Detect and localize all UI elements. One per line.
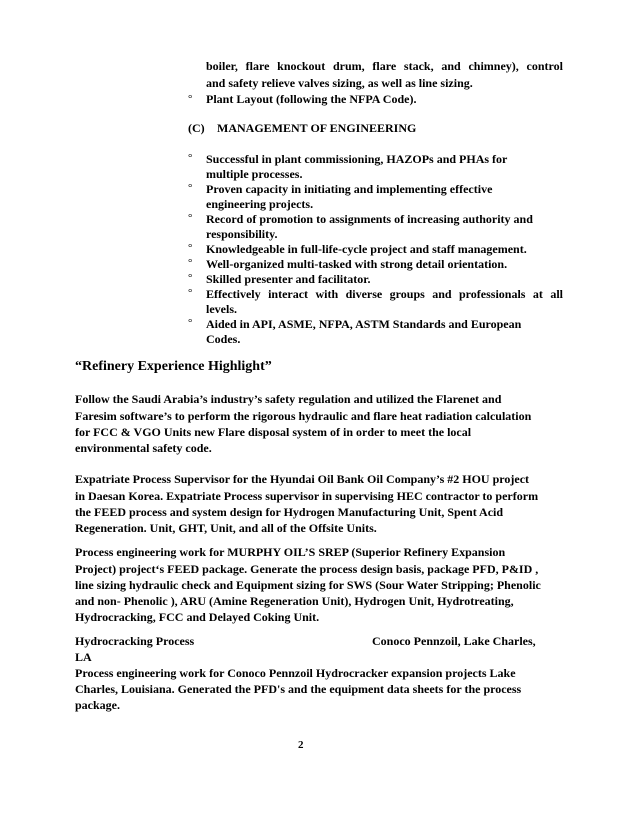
bullet-icon: ° [188, 182, 193, 194]
hydrocracking-line-1: Process engineering work for Conoco Pennzoil Hydrocracker expansion projects Lake [75, 666, 516, 680]
hyundai-line-3: the FEED process and system design for Hydrogen Manufacturing Unit, Spent Acid [75, 505, 504, 519]
hydrocracking-location: Conoco Pennzoil, Lake Charles, [372, 634, 536, 648]
hydrocracking-title: Hydrocracking Process [75, 634, 195, 648]
hyundai-line-1: Expatriate Process Supervisor for the Hyundai Oil Bank Oil Company’s #2 HOU project [75, 472, 530, 486]
section-c-title: MANAGEMENT OF ENGINEERING [217, 121, 417, 135]
mgmt-bullet-7-line-1: Effectively interact with diverse groups and professionals at all [206, 287, 563, 301]
mgmt-bullet-2-line-1: Proven capacity in initiating and implementing effective [206, 182, 493, 196]
bullet-icon: ° [188, 152, 193, 164]
mgmt-bullet-6: Skilled presenter and facilitator. [206, 272, 371, 286]
murphy-line-5: Hydrocracking, FCC and Delayed Coking Unit. [75, 610, 320, 624]
mgmt-bullet-8-line-1: Aided in API, ASME, NFPA, ASTM Standards and European [206, 317, 522, 331]
bullet-icon: ° [188, 212, 193, 224]
bullet-icon: ° [188, 287, 193, 299]
hyundai-line-2: in Daesan Korea. Expatriate Process supervisor in supervising HEC contractor to perform [75, 489, 539, 503]
page-number: 2 [298, 739, 304, 751]
saudi-line-4: environmental safety code. [75, 441, 212, 455]
mgmt-bullet-3-line-1: Record of promotion to assignments of increasing authority and [206, 212, 533, 226]
plant-layout-item: Plant Layout (following the NFPA Code). [206, 92, 417, 106]
bullet-icon: ° [188, 257, 193, 269]
hyundai-line-4: Regeneration. Unit, GHT, Unit, and all of the Offsite Units. [75, 521, 377, 535]
mgmt-bullet-5: Well-organized multi-tasked with strong detail orientation. [206, 257, 508, 271]
murphy-line-3: line sizing hydraulic check and Equipment sizing for SWS (Sour Water Stripping; Phenolic [75, 578, 541, 592]
top-list-line-2: and safety relieve valves sizing, as well as line sizing. [206, 76, 473, 90]
mgmt-bullet-2-line-2: engineering projects. [206, 197, 314, 211]
murphy-line-1: Process engineering work for MURPHY OIL’S SREP (Superior Refinery Expansion [75, 545, 506, 559]
saudi-line-3: for FCC & VGO Units new Flare disposal system of in order to meet the local [75, 425, 472, 439]
section-c-letter: (C) [188, 121, 205, 135]
bullet-icon: ° [188, 93, 193, 105]
hydrocracking-line-3: package. [75, 698, 120, 712]
bullet-icon: ° [188, 272, 193, 284]
bullet-icon: ° [188, 242, 193, 254]
murphy-line-4: and non- Phenolic ), ARU (Amine Regeneration Unit), Hydrogen Unit, Hydrotreating, [75, 594, 514, 608]
saudi-line-2: Faresim software’s to perform the rigorous hydraulic and flare heat radiation calculation [75, 409, 532, 423]
murphy-line-2: Project) project‘s FEED package. Generate the process design basis, package PFD, P&ID , [75, 562, 539, 576]
mgmt-bullet-1-line-2: multiple processes. [206, 167, 303, 181]
top-list-line-1: boiler, flare knockout drum, flare stack, and chimney), control [206, 59, 563, 73]
highlight-heading: “Refinery Experience Highlight” [75, 359, 272, 374]
hydrocracking-line-2: Charles, Louisiana. Generated the PFD's and the equipment data sheets for the process [75, 682, 522, 696]
mgmt-bullet-4: Knowledgeable in full-life-cycle project and staff management. [206, 242, 527, 256]
saudi-line-1: Follow the Saudi Arabia’s industry’s safety regulation and utilized the Flarenet and [75, 392, 502, 406]
mgmt-bullet-3-line-2: responsibility. [206, 227, 278, 241]
bullet-icon: ° [188, 317, 193, 329]
hydrocracking-location-cont: LA [75, 650, 92, 664]
mgmt-bullet-8-line-2: Codes. [206, 332, 241, 346]
mgmt-bullet-1-line-1: Successful in plant commissioning, HAZOPs and PHAs for [206, 152, 508, 166]
mgmt-bullet-7-line-2: levels. [206, 302, 237, 316]
